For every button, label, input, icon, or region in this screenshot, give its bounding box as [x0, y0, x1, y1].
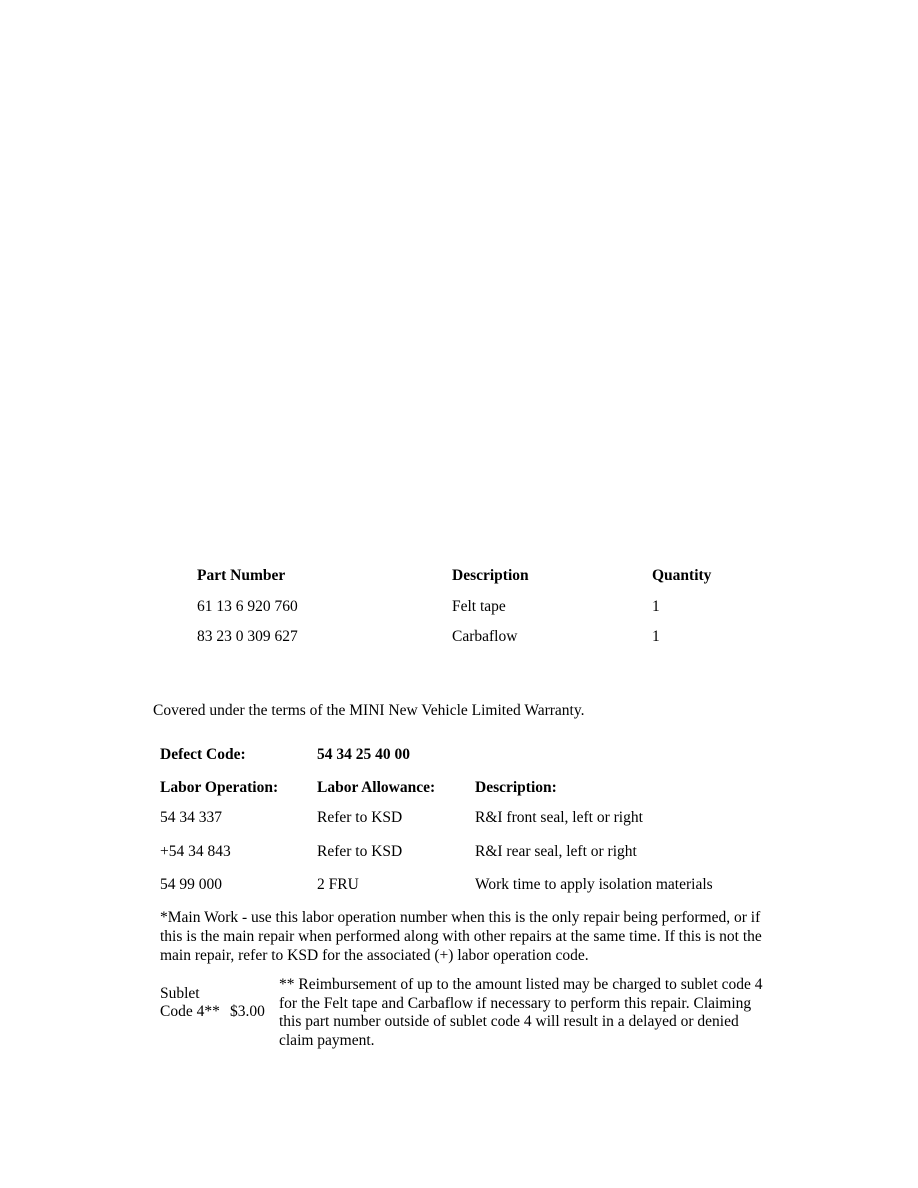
parts-row-2-quantity: 1 [652, 628, 660, 645]
labor-row-3-description: Work time to apply isolation materials [475, 876, 713, 893]
sublet-code-label: Sublet Code 4** [160, 985, 220, 1020]
sublet-amount: $3.00 [230, 1003, 265, 1020]
labor-row-2-description: R&I rear seal, left or right [475, 843, 637, 860]
parts-row-1-part-number: 61 13 6 920 760 [197, 598, 298, 615]
labor-row-1-description: R&I front seal, left or right [475, 809, 643, 826]
labor-header-description: Description: [475, 779, 557, 796]
parts-row-2-description: Carbaflow [452, 628, 518, 645]
labor-header-operation: Labor Operation: [160, 779, 279, 796]
labor-row-3-operation: 54 99 000 [160, 876, 222, 893]
sublet-note: ** Reimbursement of up to the amount listed may be charged to sublet code 4 for the Felt tape and Carbaflow if necessary to perform this repair. Claiming this part number outside of sublet code 4 will result in a delayed or denied claim payment. [279, 976, 763, 1049]
parts-row-2-part-number: 83 23 0 309 627 [197, 628, 298, 645]
labor-row-1-allowance: Refer to KSD [317, 809, 403, 826]
labor-row-3-allowance: 2 FRU [317, 876, 359, 893]
parts-header-quantity: Quantity [652, 567, 712, 584]
defect-code-value: 54 34 25 40 00 [317, 746, 410, 763]
parts-row-1-quantity: 1 [652, 598, 660, 615]
labor-row-1-operation: 54 34 337 [160, 809, 222, 826]
parts-header-description: Description [452, 567, 529, 584]
parts-header-part-number: Part Number [197, 567, 286, 584]
labor-header-allowance: Labor Allowance: [317, 779, 436, 796]
coverage-statement: Covered under the terms of the MINI New Vehicle Limited Warranty. [153, 702, 585, 719]
labor-row-2-allowance: Refer to KSD [317, 843, 403, 860]
defect-code-label: Defect Code: [160, 746, 246, 763]
main-work-note: *Main Work - use this labor operation number when this is the only repair being performed, or if this is the main repair when performed along with other repairs at the same time. If this is not the main repair, refer to KSD for the associated (+) labor operation code. [160, 909, 762, 964]
parts-row-1-description: Felt tape [452, 598, 506, 615]
labor-row-2-operation: +54 34 843 [160, 843, 231, 860]
